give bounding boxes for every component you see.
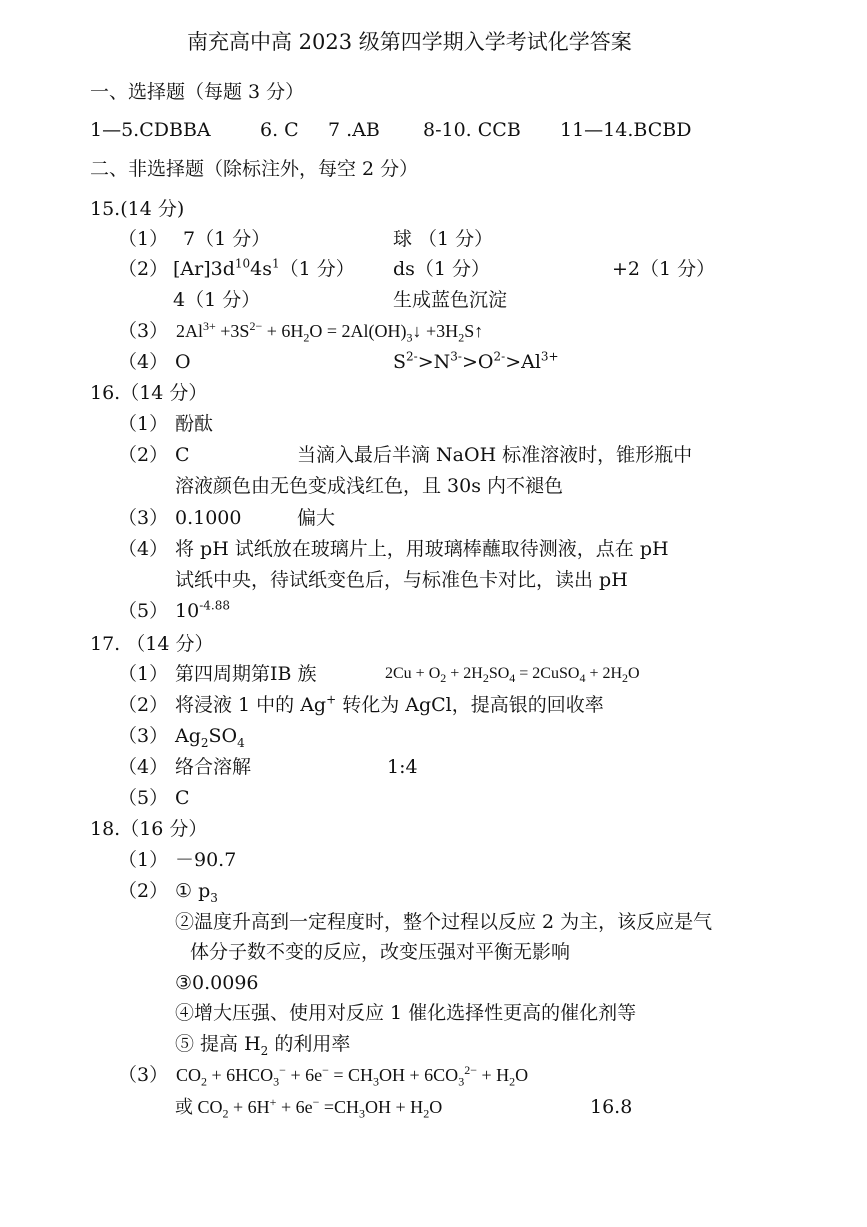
q16-part-2-number: （2） (118, 444, 169, 466)
q15-part-3-number: （3） (118, 320, 169, 342)
q15-part-4-number: （4） (118, 351, 169, 373)
q16-part-2-answer-a: C (175, 444, 190, 466)
q15-part-2-number: （2） (118, 258, 169, 280)
q15-part-4-ion-radius-order: $S^{2-}>N^{3-}>O^{2-}>Al^{3+}$ (393, 349, 559, 373)
q18-part-3-answer-value: 16.8 (590, 1096, 633, 1118)
mc-answer-7: 7 .AB (328, 119, 380, 141)
q18-part-3-equation-2: 或 $CO_2 + 6H^+ + 6e^- =CH_3OH + H_2O$ (175, 1095, 443, 1121)
q17-part-5-number: （5） (118, 787, 169, 809)
q15-part-1-answer-b: 球 （1 分） (393, 228, 494, 250)
q16-part-4-answer-line-1: 将 pH 试纸放在玻璃片上，用玻璃棒蘸取待测液，点在 pH (175, 538, 669, 560)
q15-part-4-answer-a: O (175, 351, 191, 373)
q18-part-2-number: （2） (118, 880, 169, 902)
q17-part-5-answer: C (175, 787, 190, 809)
section-heading-multiple-choice: 一、选择题（每题 3 分） (90, 81, 305, 103)
q16-part-3-number: （3） (118, 507, 169, 529)
q15-part-2-electron-config: $[Ar]3d^{10}4s^1(1$ 分） (173, 256, 355, 280)
q17-part-4-answer-a: 络合溶解 (175, 756, 252, 778)
q18-part-2-answer-3: ③0.0096 (175, 972, 259, 994)
page-title: 南充高中高 2023 级第四学期入学考试化学答案 (187, 30, 632, 54)
q16-part-5-number: （5） (118, 600, 169, 622)
q17-part-4-number: （4） (118, 756, 169, 778)
q18-part-1-answer: －90.7 (175, 849, 237, 871)
q17-part-2-answer: 将浸液 1 中的 Ag+ 转化为 AgCl，提高银的回收率 (175, 692, 604, 716)
q18-part-2-answer-2-line-1: ②温度升高到一定程度时，整个过程以反应 2 为主，该反应是气 (175, 911, 713, 933)
mc-answer-11-14: 11—14.BCBD (560, 119, 692, 141)
q16-part-2-answer-b: 当滴入最后半滴 NaOH 标准溶液时，锥形瓶中 (297, 444, 693, 466)
question-17-header: 17. （14 分） (90, 633, 214, 655)
mc-answer-6: 6. C (260, 119, 299, 141)
section-heading-free-response: 二、非选择题（除标注外，每空 2 分） (90, 158, 419, 180)
q17-part-1-number: （1） (118, 663, 169, 685)
q18-part-1-number: （1） (118, 849, 169, 871)
q18-part-3-equation-1: $CO_2 + 6HCO_3^- + 6e^- = CH_3OH + 6CO_3^{2-} + H_2O$ (176, 1063, 529, 1089)
q16-part-2-answer-c: 溶液颜色由无色变成浅红色，且 30s 内不褪色 (175, 475, 564, 497)
q18-part-2-answer-1: ① $p_3$ (175, 880, 218, 905)
q16-part-1-number: （1） (118, 413, 169, 435)
q17-part-2-number: （2） (118, 694, 169, 716)
q15-part-2-oxidation-state: +2（1 分） (612, 258, 716, 280)
q15-part-3-equation: $2Al^{3+} +3S^{2-} + 6H_2O$ = $2Al(OH)_3↓$ $+3H_2S↑$ (176, 319, 484, 345)
q15-part-2-block: ds（1 分） (393, 258, 491, 280)
mc-answer-8-10: 8-10. CCB (423, 119, 521, 141)
question-15-header: 15.(14 分) (90, 198, 185, 220)
q18-part-2-answer-2-line-2: 体分子数不变的反应，改变压强对平衡无影响 (190, 941, 571, 963)
q18-part-3-number: （3） (118, 1064, 169, 1086)
q17-part-4-answer-b: 1:4 (387, 756, 418, 778)
q15-part-1-answer-a: 7（1 分） (183, 228, 271, 250)
q16-part-4-number: （4） (118, 538, 169, 560)
q15-part-2-coordination-number: 4（1 分） (173, 289, 261, 311)
q16-part-1-answer: 酚酞 (175, 413, 214, 435)
q16-part-3-answer-b: 偏大 (297, 507, 336, 529)
question-16-header: 16.（14 分） (90, 382, 208, 404)
q17-part-1-equation: $2Cu + O_2 + 2H_2SO_4$ = 2CuSO$_4$ + $2H_2O$ (385, 665, 640, 686)
q15-part-2-phenomenon: 生成蓝色沉淀 (393, 289, 508, 311)
question-18-header: 18.（16 分） (90, 818, 208, 840)
q15-part-1-number: （1） (118, 228, 169, 250)
q18-part-2-answer-4: ④增大压强、使用对反应 1 催化选择性更高的催化剂等 (175, 1002, 637, 1024)
q17-part-3-number: （3） (118, 725, 169, 747)
q18-part-2-answer-5: ⑤ 提高 $H_2$ 的利用率 (175, 1033, 351, 1058)
q16-part-3-answer-a: 0.1000 (175, 507, 242, 529)
q17-part-3-answer: $Ag_2SO_4$ (175, 725, 245, 750)
q16-part-4-answer-line-2: 试纸中央，待试纸变色后，与标准色卡对比，读出 pH (175, 569, 628, 591)
q16-part-5-answer: $10^{-4.88}$ (175, 598, 230, 622)
mc-answer-1-5: 1—5.CDBBA (90, 119, 211, 141)
q17-part-1-answer-a: 第四周期第IB 族 (175, 663, 317, 685)
